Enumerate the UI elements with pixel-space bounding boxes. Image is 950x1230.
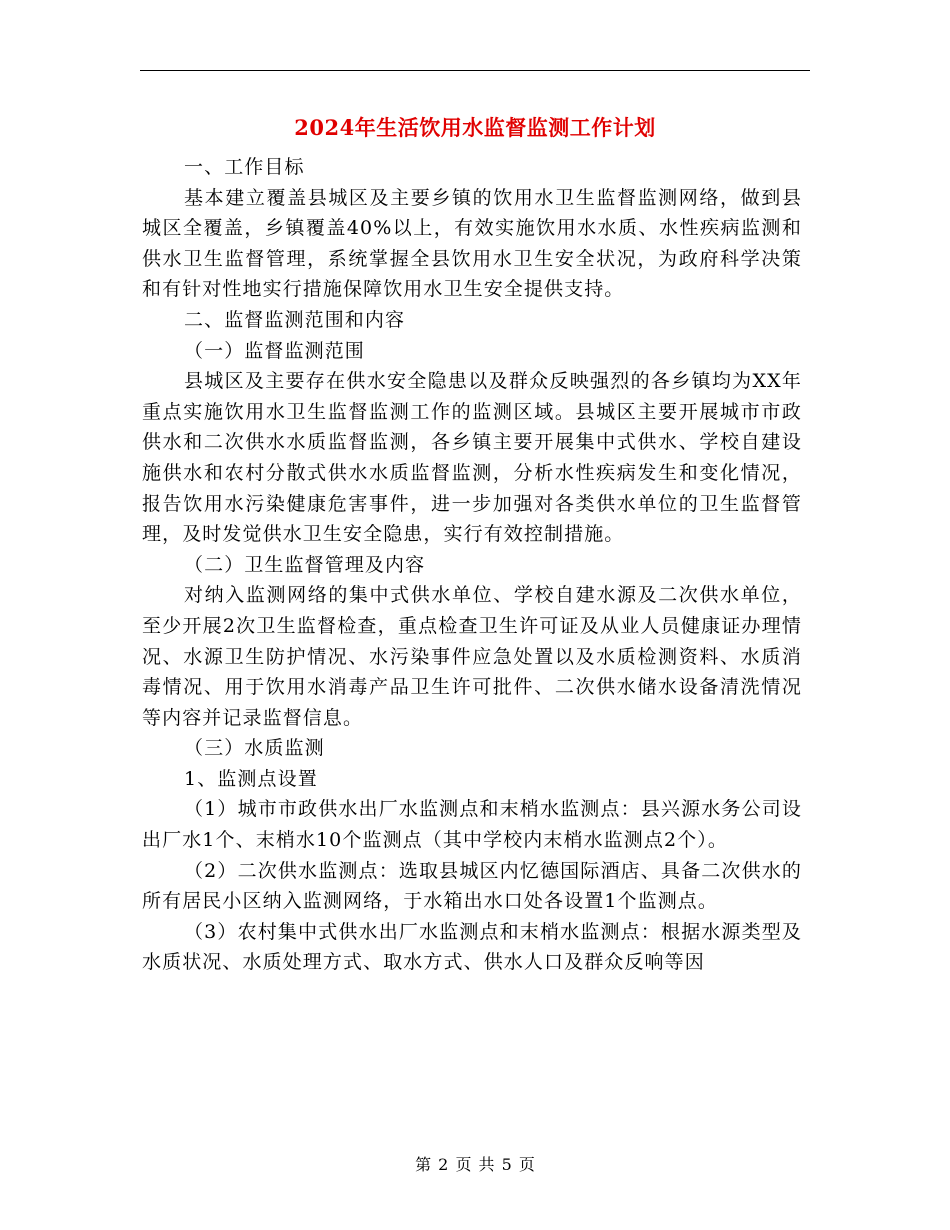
document-body [142, 152, 802, 978]
paragraph-supervision: 对纳入监测网络的集中式供水单位、学校自建水源及二次供水单位，至少开展2次卫生监督检查，重点检查卫生许可证及从业人员健康证办理情况、水源卫生防护情况、水污染事件应急处置以及水质检测资料、水质消毒情况、用于饮用水消毒产品卫生许可批件、二次供水储水设备清洗情况等内容并记录监督信息。 [142, 584, 802, 729]
header-rule [140, 70, 810, 71]
heading-scope-and-content: 二、监督监测范围和内容 [184, 308, 406, 331]
heading-work-goal: 一、工作目标 [184, 156, 305, 178]
list-item-municipal-supply: （1）城市市政供水出厂水监测点和末梢水监测点：县兴源水务公司设出厂水1个、末梢水10个监测点（其中学校内末梢水监测点2个）。 [142, 798, 802, 852]
paragraph-work-goal: 基本建立覆盖县城区及主要乡镇的饮用水卫生监督监测网络，做到县城区全覆盖，乡镇覆盖40%以上，有效实施饮用水水质、水性疾病监测和供水卫生监督管理，系统掌握全县饮用水卫生安全状况，为政府科学决策和有针对性地实行措施保障饮用水卫生安全提供支持。 [142, 186, 802, 301]
list-item-secondary-supply: （2）二次供水监测点：选取县城区内忆德国际酒店、具备二次供水的所有居民小区纳入监测网络，于水箱出水口处各设置1个监测点。 [142, 859, 802, 913]
subheading-water-quality: （三）水质监测 [184, 737, 325, 760]
list-item-rural-supply: （3）农村集中式供水出厂水监测点和末梢水监测点：根据水源类型及水质状况、水质处理方式、取水方式、供水人口及群众反响等因 [142, 920, 802, 974]
paragraph-monitoring-scope: 县城区及主要存在供水安全隐患以及群众反映强烈的各乡镇均为XX年重点实施饮用水卫生监督监测工作的监测区域。县城区主要开展城市市政供水和二次供水水质监督监测，各乡镇主要开展集中式供水、学校自建设施供水和农村分散式供水水质监督监测，分析水性疾病发生和变化情况，报告饮用水污染健康危害事件，进一步加强对各类供水单位的卫生监督管理，及时发觉供水卫生安全隐患，实行有效控制措施。 [142, 370, 802, 546]
subheading-monitoring-scope: （一）监督监测范围 [184, 339, 365, 362]
page-number: 第 2 页 共 5 页 [415, 1155, 535, 1174]
subheading-supervision: （二）卫生监督管理及内容 [184, 553, 426, 576]
document-title: 2024年生活饮用水监督监测工作计划 [294, 115, 656, 140]
subheading-monitoring-points: 1、监测点设置 [184, 767, 318, 790]
